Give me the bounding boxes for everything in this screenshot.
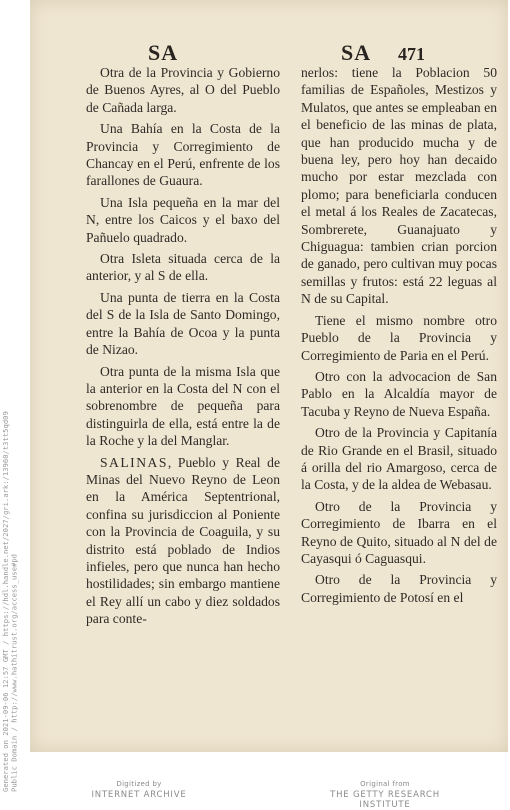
internet-archive-label: INTERNET ARCHIVE [91,790,187,800]
watermark-line: Public Domain / http://www.hathitrust.org/access_use#pd [9,554,19,792]
book-page [30,0,508,752]
original-from [305,780,465,810]
salinas-text: , Pueblo y Real de Minas del Nuevo Reyno de Leon en la América Septentrional, confina su jurisdiccion al Poniente con la Provincia de Coaguila, y su distrito está poblado de Indios infieles, pero que nunca han hecho hostilidades; sin embargo mantiene el Rey allí un cabo y diez soldados para conte- [86,454,280,627]
right-column [301,64,497,610]
entry-paragraph: Otro con la advocacion de San Pablo en la Alcaldía mayor de Tacuba y Reyno de Nueva España. [301,368,497,419]
entry-paragraph: Otro de la Provincia y Corregimiento de Potosí en el [301,572,497,605]
entry-headword: SALINAS [100,454,168,470]
watermark-line: Generated on 2021-09-06 12:57 GMT / https://hdl.handle.net/2027/gri.ark:/13960/t3tt5qd09 [1,411,10,792]
entry-paragraph: Una punta de tierra en la Costa del S de la Isla de Santo Domingo, entre la Bahía de Ocoa y la punta de Nizao. [86,289,280,358]
entry-paragraph: Una Isla pequeña en la mar del N, entre los Caicos y el baxo del Pañuelo quadrado. [86,194,280,245]
original-from-label: Original from [360,780,410,788]
page-number: 471 [398,44,425,64]
header-right-word: SA [341,40,372,65]
entry-paragraph: Otra punta de la misma Isla que la anterior en la Costa del N con el sobrenombre de pequeña para distinguirla de ella, está entre la de la Roche y la del Manglar. [86,363,280,449]
entry-paragraph: Otro de la Provincia y Capitanía de Rio Grande en el Brasil, situado á orilla del rio Amargoso, cerca de la Costa, y de la aldea de Webasau. [301,425,497,493]
salinas-entry [86,454,280,628]
entry-paragraph: Otra Isleta situada cerca de la anterior, y al S de ella. [86,251,280,284]
header-left-word: SA [148,40,179,65]
left-column [86,64,280,632]
entry-paragraph: Otra de la Provincia y Gobierno de Buenos Ayres, al O del Pueblo de Cañada larga. [86,65,280,115]
hathitrust-watermark [1,411,28,792]
digitized-by [64,780,214,800]
continued-paragraph: nerlos: tiene la Poblacion 50 familias de Españoles, Mestizos y Mulatos, que antes se empleaban en el beneficio de las minas de plata, que han producido mucha y de buena ley, pero hoy han decaido mucho por estar mezclada con plomo; para beneficiarla conducen el metal á los Reales de Zacatecas, Sombrerete, Guanajuato y Chiguagua: tambien crian porcion de ganado, pero cultivan muy pocas semillas y frutos: está 22 leguas al N de su Capital. [301,65,497,307]
digitization-footer [0,760,510,810]
entry-paragraph: Otro de la Provincia y Corregimiento de Ibarra en el Reyno de Quito, situado al N del de Cayasqui ó Caguasqui. [301,498,497,566]
entry-paragraph: Tiene el mismo nombre otro Pueblo de la Provincia y Corregimiento de Paria en el Perú. [301,312,497,363]
digitized-by-label: Digitized by [116,780,162,788]
getty-label: THE GETTY RESEARCH INSTITUTE [330,790,440,810]
entry-paragraph: Una Bahía en la Costa de la Provincia y Corregimiento de Chancay en el Perú, enfrente de los farallones de Guaura. [86,121,280,189]
